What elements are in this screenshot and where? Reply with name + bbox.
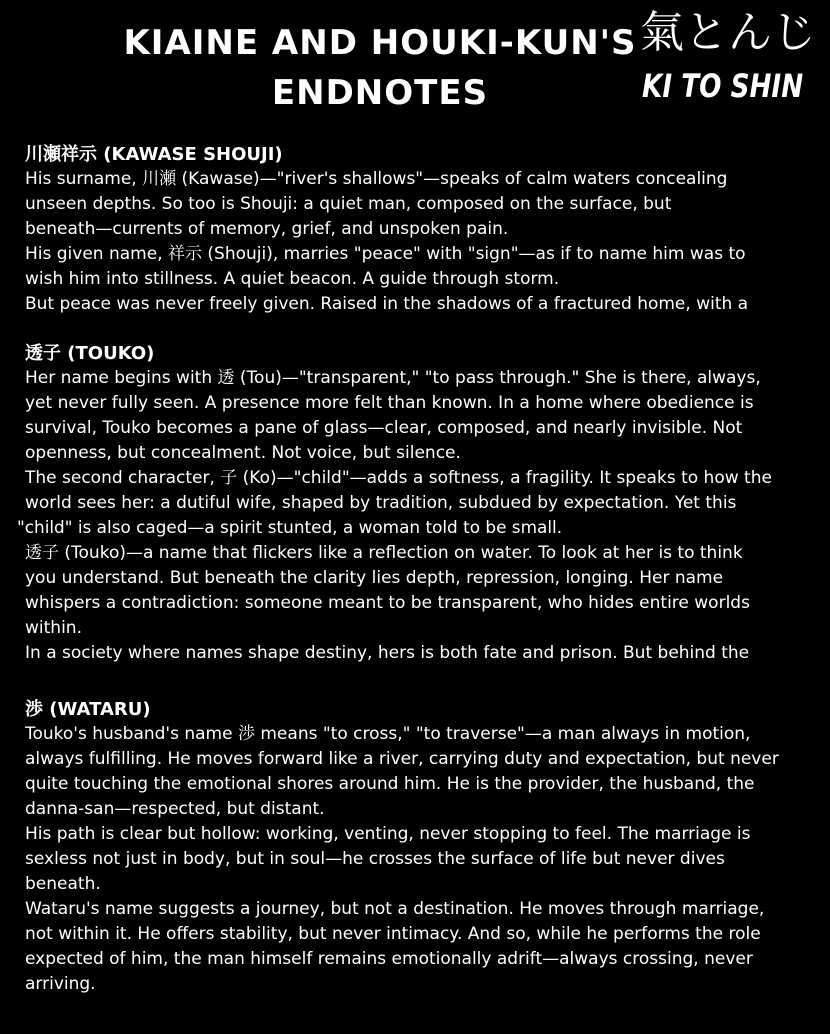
paragraph-line: arriving. xyxy=(25,974,96,994)
paragraph-line: But peace was never freely given. Raised in the shadows of a fractured home, with a xyxy=(25,294,749,314)
paragraph-line: Her name begins with 透 (Tou)—"transparent," "to pass through." She is there, always, xyxy=(25,368,761,388)
page-header xyxy=(0,0,830,125)
paragraph-line: 透子 (Touko)—a name that flickers like a reflection on water. To look at her is to think xyxy=(25,543,743,563)
paragraph-line: world sees her: a dutiful wife, shaped by tradition, subdued by expectation. Yet this xyxy=(25,493,737,513)
section-heading: 川瀬祥示 (KAWASE SHOUJI) xyxy=(25,144,283,165)
section-wataru xyxy=(25,697,825,997)
paragraph-line: survival, Touko becomes a pane of glass—clear, composed, and nearly invisible. Not xyxy=(25,418,743,438)
paragraph-line: yet never fully seen. A presence more felt than known. In a home where obedience is xyxy=(25,393,754,413)
paragraph-line: not within it. He offers stability, but never intimacy. And so, while he performs the role xyxy=(25,924,761,944)
paragraph-line: danna-san—respected, but distant. xyxy=(25,799,325,819)
paragraph-line: within. xyxy=(25,618,82,638)
paragraph-line: you understand. But beneath the clarity lies depth, repression, longing. Her name xyxy=(25,568,724,588)
paragraph-line: His given name, 祥示 (Shouji), marries "peace" with "sign"—as if to name him was to xyxy=(25,244,746,264)
title-line-2: ENDNOTES xyxy=(271,73,489,113)
logo-text: KI TO SHIN xyxy=(642,67,804,105)
paragraph-line: "child" is also caged—a spirit stunted, a woman told to be small. xyxy=(17,518,563,538)
paragraph-line: The second character, 子 (Ko)—"child"—adds a softness, a fragility. It speaks to how the xyxy=(25,468,772,488)
paragraph-line: wish him into stillness. A quiet beacon. A guide through storm. xyxy=(25,269,560,289)
section-heading: 透子 (TOUKO) xyxy=(25,343,155,364)
paragraph-line: Wataru's name suggests a journey, but not a destination. He moves through marriage, xyxy=(25,899,765,919)
paragraph-line: always fulfilling. He moves forward like a river, carrying duty and expectation, but never xyxy=(25,749,779,769)
paragraph-line: openness, but concealment. Not voice, but silence. xyxy=(25,443,461,463)
paragraph-line: expected of him, the man himself remains emotionally adrift—always crossing, never xyxy=(25,949,753,969)
page-title xyxy=(100,18,660,118)
paragraph-line: quite touching the emotional shores around him. He is the provider, the husband, the xyxy=(25,774,755,794)
paragraph-line: beneath. xyxy=(25,874,101,894)
title-line-1: KIAINE AND HOUKI-KUN'S xyxy=(123,23,637,63)
paragraph-line: sexless not just in body, but in soul—he crosses the surface of life but never dives xyxy=(25,849,725,869)
paragraph-line: whispers a contradiction: someone meant to be transparent, who hides entire worlds xyxy=(25,593,750,613)
ki-to-shin-logo xyxy=(638,4,816,112)
logo-kanji: 氣とんじ xyxy=(640,7,816,58)
paragraph-line: His path is clear but hollow: working, venting, never stopping to feel. The marriage is xyxy=(25,824,751,844)
section-touko xyxy=(17,341,825,666)
paragraph-line: His surname, 川瀬 (Kawase)—"river's shallows"—speaks of calm waters concealing xyxy=(25,169,728,189)
section-kawase-shouji xyxy=(25,142,825,317)
paragraph-line: In a society where names shape destiny, hers is both fate and prison. But behind the xyxy=(25,643,750,663)
paragraph-line: beneath—currents of memory, grief, and unspoken pain. xyxy=(25,219,509,239)
paragraph-line: Touko's husband's name 渉 means "to cross," "to traverse"—a man always in motion, xyxy=(25,724,751,744)
paragraph-line: unseen depths. So too is Shouji: a quiet man, composed on the surface, but xyxy=(25,194,672,214)
section-heading: 渉 (WATARU) xyxy=(25,699,151,720)
